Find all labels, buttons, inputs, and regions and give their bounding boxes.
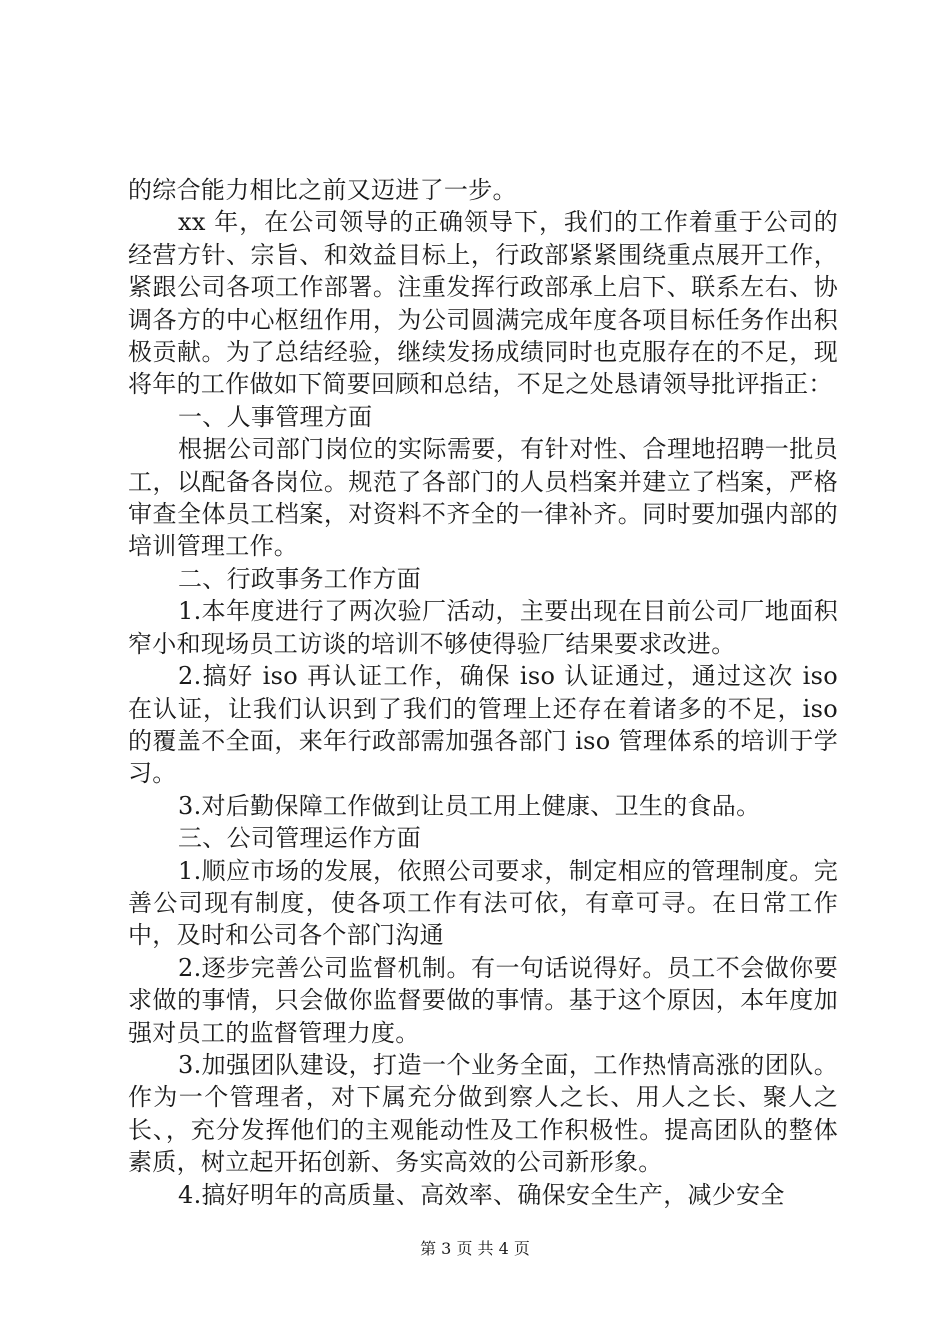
list-item-management-3: 3.加强团队建设，打造一个业务全面，工作热情高涨的团队。作为一个管理者，对下属充分做到察人之长、用人之长、聚人之长、，充分发挥他们的主观能动性及工作积极性。提高团队的整体素质，树立起开拓创新、务实高效的公司新形象。	[128, 1050, 838, 1177]
list-item-management-2: 2.逐步完善公司监督机制。有一句话说得好。员工不会做你要求做的事情，只会做你监督要做的事情。基于这个原因，本年度加强对员工的监督管理力度。	[128, 953, 838, 1047]
list-item-admin-2: 2.搞好 iso 再认证工作，确保 iso 认证通过，通过这次 iso 在认证，让我们认识到了我们的管理上还存在着诸多的不足，iso 的覆盖不全面，来年行政部需加强各部门 iso 管理体系的培训于学习。	[128, 662, 838, 788]
section-heading-personnel: 一、人事管理方面	[178, 402, 373, 431]
list-item-admin-3: 3.对后勤保障工作做到让员工用上健康、卫生的食品。	[178, 791, 761, 820]
paragraph-4: 根据公司部门岗位的实际需要，有针对性、合理地招聘一批员工，以配备各岗位。规范了各部门的人员档案并建立了档案，严格审查全体员工档案，对资料不齐全的一律补齐。同时要加强内部的培训管理工作。	[128, 435, 838, 561]
document-body	[128, 174, 838, 1211]
list-item-management-4: 4.搞好明年的高质量、高效率、确保安全生产，减少安全	[178, 1180, 785, 1209]
list-item-management-1: 1.顺应市场的发展，依照公司要求，制定相应的管理制度。完善公司现有制度，使各项工作有法可依，有章可寻。在日常工作中，及时和公司各个部门沟通	[128, 856, 838, 950]
section-heading-management: 三、公司管理运作方面	[178, 824, 421, 853]
list-item-admin-1: 1.本年度进行了两次验厂活动，主要出现在目前公司厂地面积窄小和现场员工访谈的培训不够使得验厂结果要求改进。	[128, 597, 838, 658]
section-heading-admin: 二、行政事务工作方面	[178, 564, 421, 593]
paragraph-2: xx 年，在公司领导的正确领导下，我们的工作着重于公司的经营方针、宗旨、和效益目标上，行政部紧紧围绕重点展开工作，紧跟公司各项工作部署。注重发挥行政部承上启下、联系左右、协调各方的中心枢纽作用，为公司圆满完成年度各项目标任务作出积极贡献。为了总结经验，继续发扬成绩同时也克服存在的不足，现将年的工作做如下简要回顾和总结，不足之处恳请领导批评指正：	[128, 208, 838, 399]
page-footer: 第 3 页 共 4 页	[420, 1239, 530, 1258]
paragraph-1: 的综合能力相比之前又迈进了一步。	[128, 176, 517, 204]
